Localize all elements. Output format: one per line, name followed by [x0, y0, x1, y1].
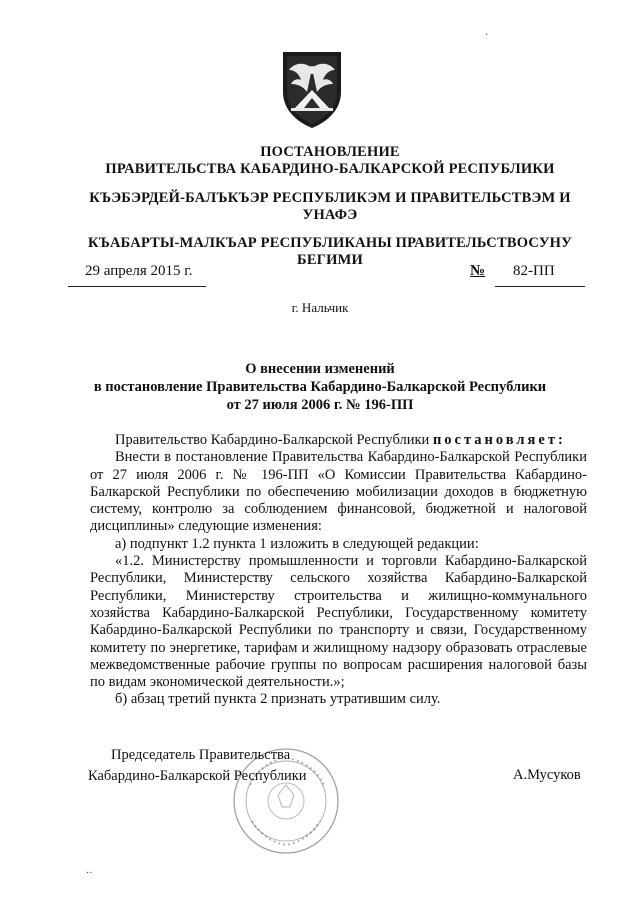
document-number: 82-ПП — [513, 263, 555, 279]
scan-speck: ·· — [86, 868, 93, 879]
title-line-1: О внесении изменений — [245, 361, 395, 377]
title-line-3: от 27 июля 2006 г. № 196-ПП — [226, 397, 414, 413]
body-paragraph-2: Внести в постановление Правительства Кабардино-Балкарской Республики от 27 июля 2006 г. № 196-ПП «О Комиссии Правительства Кабардино-Балкарской Республики по обеспечению мобилизации доходов в бюджетную систему, контролю за соблюдением финансовой, бюджетной и налоговой дисциплины» следующие изменения: — [90, 449, 587, 535]
body-p1-spaced: постановляет: — [432, 432, 566, 448]
header-title — [60, 144, 600, 178]
header-kabardian-line-1: КЪЭБЭРДЕЙ-БАЛЪКЪЭР РЕСПУБЛИКЭМ И ПРАВИТЕЛЬСТВЭМ И — [89, 190, 571, 206]
header-kabardian-line-2: УНАФЭ — [302, 207, 358, 223]
title-line-2: в постановление Правительства Кабардино-Балкарской Республики — [93, 379, 547, 395]
scan-speck: · — [485, 30, 489, 41]
body-paragraph-5: б) абзац третий пункта 2 признать утратившим силу. — [115, 691, 441, 708]
body-paragraph-3: а) подпункт 1.2 пункта 1 изложить в следующей редакции: — [115, 535, 479, 552]
city-name: г. Нальчик — [291, 300, 349, 315]
signatory-name: А.Мусуков — [513, 767, 581, 783]
body-p1-text: Правительство Кабардино-Балкарской Республики — [115, 432, 433, 448]
signature-position — [88, 745, 307, 787]
number-underline — [495, 286, 585, 287]
header-line-2: ПРАВИТЕЛЬСТВА КАБАРДИНО-БАЛКАРСКОЙ РЕСПУБЛИКИ — [105, 161, 555, 177]
header-line-1: ПОСТАНОВЛЕНИЕ — [260, 144, 400, 160]
date-underline — [68, 286, 206, 287]
document-date: 29 апреля 2015 г. — [85, 263, 193, 279]
header-balkar-line-1: КЪАБАРТЫ-МАЛКЪАР РЕСПУБЛИКАНЫ ПРАВИТЕЛЬСТВОСУНУ — [88, 235, 572, 251]
coat-of-arms-emblem-icon — [277, 48, 347, 130]
number-sign: № — [470, 263, 486, 279]
header-kabardian — [60, 190, 600, 224]
signature-position-line-2: Кабардино-Балкарской Республики — [88, 768, 307, 784]
document-title — [90, 360, 550, 414]
header-balkar-line-2: БЕГИМИ — [297, 252, 363, 268]
document-body — [90, 432, 587, 709]
body-paragraph-1 — [90, 432, 587, 449]
signature-position-line-1: Председатель Правительства — [111, 747, 291, 763]
body-paragraph-4: «1.2. Министерству промышленности и торговли Кабардино-Балкарской Республики, Министерству сельского хозяйства Кабардино-Балкарской Республики, Министерству строительства и жилищно-коммунального хозяйства Кабардино-Балкарской Республики, Государственному комитету Кабардино-Балкарской Республики по транспорту и связи, Государственному комитету по энергетике, тарифам и жилищному надзору образовать отраслевые межведомственные рабочие группы по вопросам расширения налоговой базы по видам экономической деятельности.»; — [90, 553, 587, 691]
